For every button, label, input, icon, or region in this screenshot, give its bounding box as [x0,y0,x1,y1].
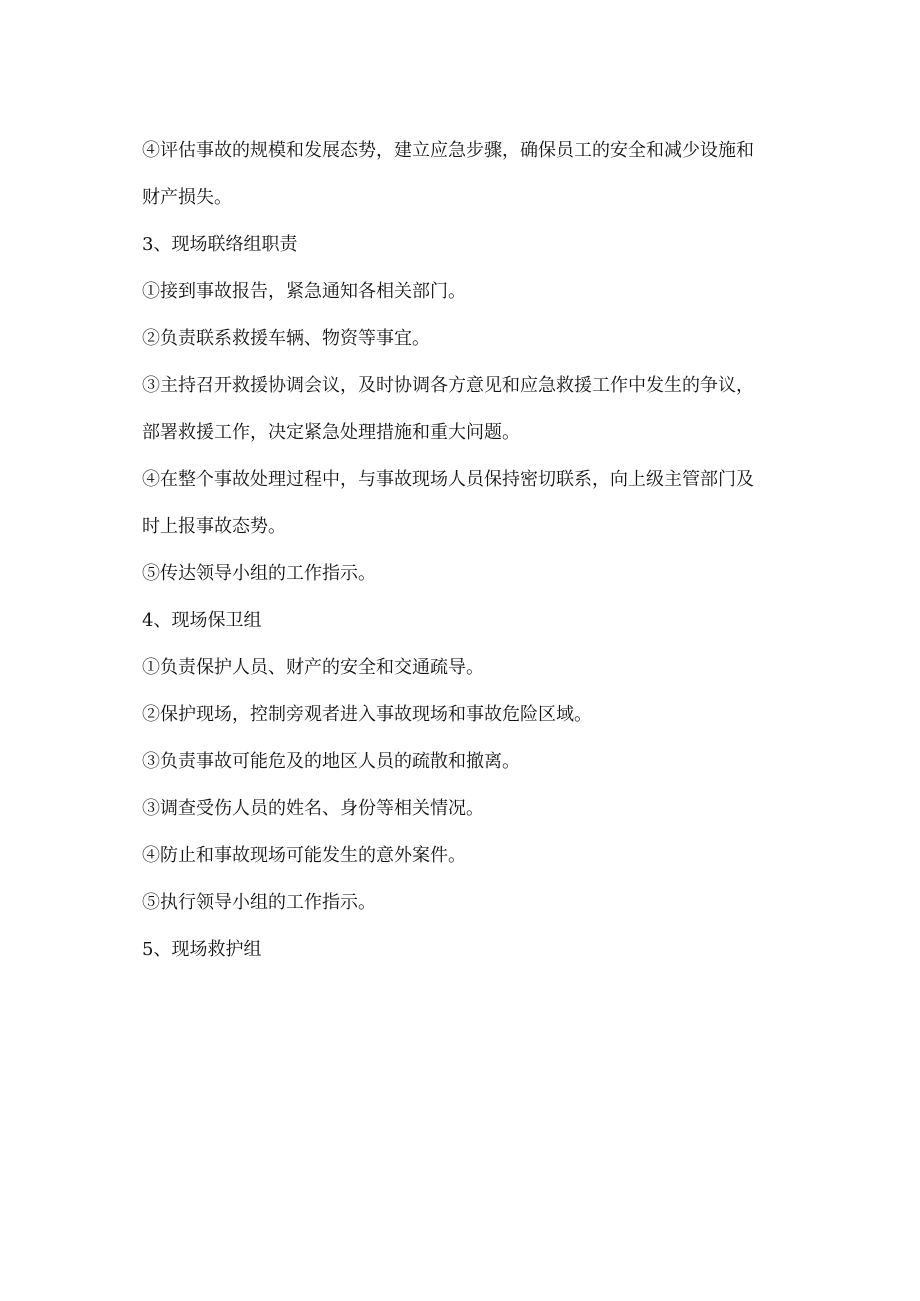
paragraph-line: ②保护现场，控制旁观者进入事故现场和事故危险区域。 [142,704,592,725]
section-heading: 4、现场保卫组 [142,610,262,631]
paragraph-line: ③主持召开救援协调会议，及时协调各方意见和应急救援工作中发生的争议， [142,375,754,396]
paragraph-line: 财产损失。 [142,187,232,208]
section-heading: 5、现场救护组 [142,939,262,960]
paragraph-line: ③调查受伤人员的姓名、身份等相关情况。 [142,798,484,819]
paragraph-line: ⑤执行领导小组的工作指示。 [142,892,376,913]
paragraph-line: 时上报事故态势。 [142,516,286,537]
paragraph-line: ①负责保护人员、财产的安全和交通疏导。 [142,657,484,678]
paragraph-line: ②负责联系救援车辆、物资等事宜。 [142,328,430,349]
paragraph-line: ①接到事故报告，紧急通知各相关部门。 [142,281,466,302]
paragraph-line: ④防止和事故现场可能发生的意外案件。 [142,845,466,866]
paragraph-line: ④在整个事故处理过程中，与事故现场人员保持密切联系，向上级主管部门及 [142,469,754,490]
paragraph-line: 部署救援工作，决定紧急处理措施和重大问题。 [142,422,520,443]
paragraph-line: ⑤传达领导小组的工作指示。 [142,563,376,584]
section-heading: 3、现场联络组职责 [142,234,298,255]
paragraph-line: ③负责事故可能危及的地区人员的疏散和撤离。 [142,751,520,772]
document-body [142,142,802,988]
paragraph-line: ④评估事故的规模和发展态势，建立应急步骤，确保员工的安全和减少设施和 [142,140,754,161]
